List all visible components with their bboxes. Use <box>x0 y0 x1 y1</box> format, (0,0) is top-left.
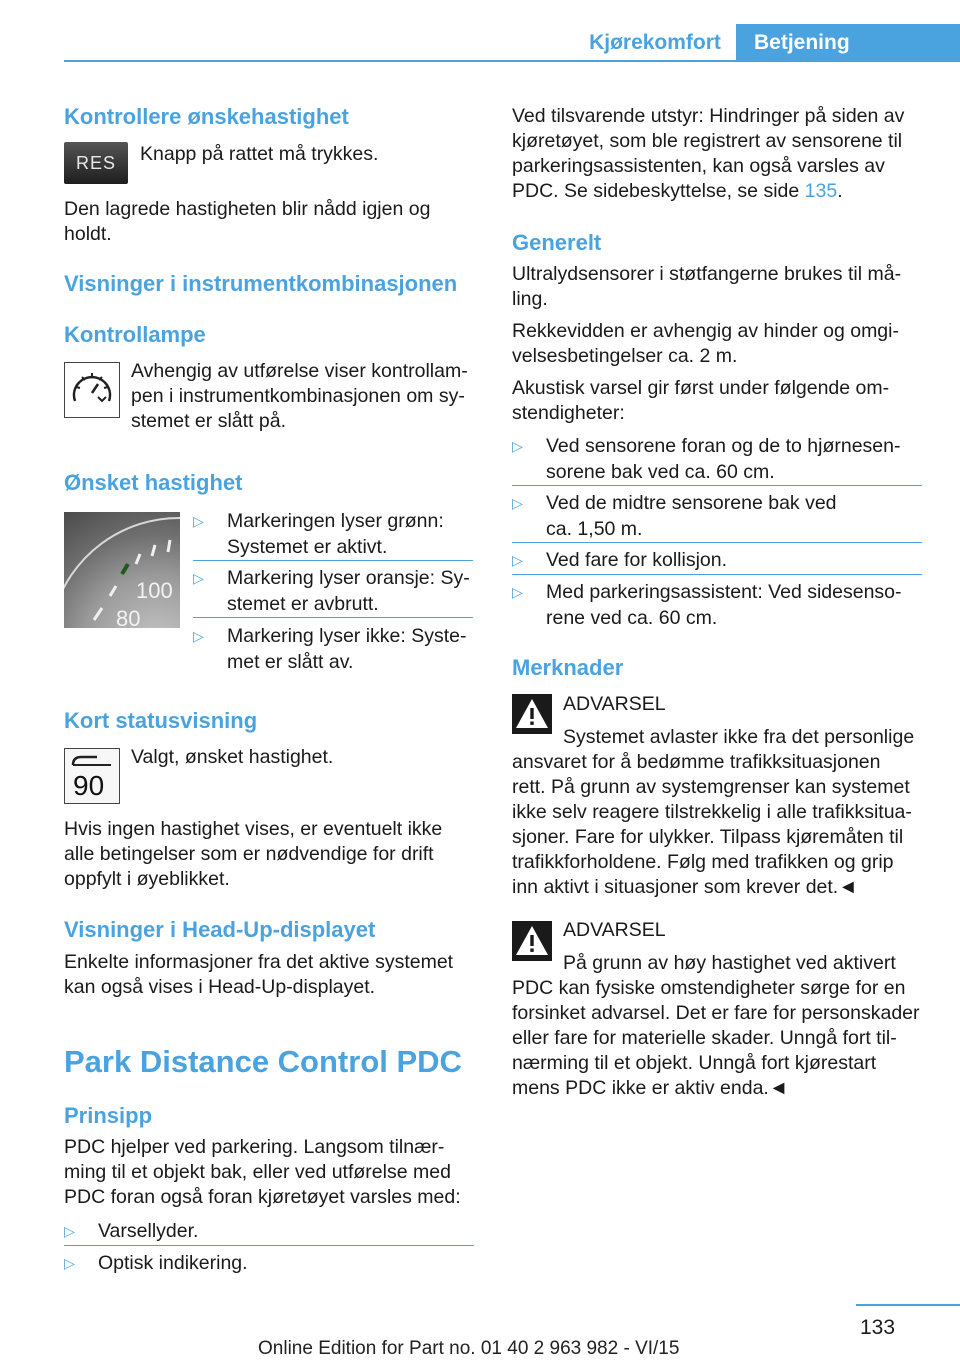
bullet-separator <box>512 574 922 575</box>
generelt-p1-line-1: Ultralydsensorer i støtfangerne brukes til må- <box>512 263 902 285</box>
warning-1-line-4: ikke selv reagere tilstrekkelig i alle trafikksitua- <box>512 801 912 823</box>
generelt-bullet-2 <box>512 491 922 543</box>
utstyr-line-4 <box>512 179 843 205</box>
kort-text: Valgt, ønsket hastighet. <box>131 746 334 768</box>
warning-2-line-1: På grunn av høy hastighet ved aktivert <box>563 952 896 974</box>
lagrede-line-2: holdt. <box>64 223 112 245</box>
header-chapter-tab: Betjening <box>736 24 960 62</box>
warning-1-line-7: inn aktivt i situasjoner som krever det.◄ <box>512 876 858 898</box>
prinsipp-line-1: PDC hjelper ved parkering. Langsom tilnær- <box>64 1136 445 1158</box>
heading-kontrollere: Kontrollere ønskehastighet <box>64 104 349 129</box>
generelt-bullet-3 <box>512 548 922 574</box>
hud-line-2: kan også vises i Head-Up-displayet. <box>64 976 376 998</box>
heading-kontrollampe: Kontrollampe <box>64 322 206 347</box>
generelt-p2-line-2: velsesbetingelser ca. 2 m. <box>512 345 738 367</box>
utstyr-line-2: kjøretøyet, som ble registrert av sensorene til <box>512 130 903 152</box>
warning-1-line-6: trafikkforholdene. Følg med trafikken og grip <box>512 851 894 873</box>
bullet-line: Ved fare for kollisjon. <box>546 549 728 571</box>
bullet-separator <box>193 617 473 618</box>
hvis-line-3: oppfylt i øyeblikket. <box>64 868 230 890</box>
bullet-line: Med parkeringsassistent: Ved sidesenso- <box>546 581 902 603</box>
page-link-135[interactable]: 135 <box>804 180 838 202</box>
hvis-line-1: Hvis ingen hastighet vises, er eventuelt ikke <box>64 818 443 840</box>
triangle-bullet-icon: ▷ <box>193 513 204 529</box>
gauge-label-100: 100 <box>136 578 173 603</box>
heading-hud: Visninger i Head-Up-displayet <box>64 917 376 942</box>
triangle-bullet-icon: ▷ <box>64 1255 75 1271</box>
warning-triangle-icon <box>512 921 552 961</box>
kontrollampe-line-3: stemet er slått på. <box>131 410 286 432</box>
triangle-bullet-icon: ▷ <box>512 584 523 600</box>
bullet-line: Varsellyder. <box>98 1220 199 1242</box>
bullet-line: Ved sensorene foran og de to hjørnesen- <box>546 435 901 457</box>
onsket-bullet-1 <box>193 509 473 561</box>
generelt-p1-line-2: ling. <box>512 288 548 310</box>
utstyr-text: PDC. Se sidebeskyttelse, se side <box>512 180 805 202</box>
warning-2-line-4: eller fare for materielle skader. Unngå fort til- <box>512 1027 897 1049</box>
triangle-bullet-icon: ▷ <box>512 438 523 454</box>
footer-rule <box>856 1304 960 1306</box>
bullet-separator <box>193 560 473 561</box>
bullet-line: Ved de midtre sensorene bak ved <box>546 492 837 514</box>
warning-2-line-5: nærming til et objekt. Unngå fort kjørestart <box>512 1052 877 1074</box>
prinsipp-line-3: PDC foran også foran kjøretøyet varsles med: <box>64 1186 461 1208</box>
heading-merknader: Merknader <box>512 655 624 680</box>
page-number: 133 <box>860 1316 896 1339</box>
prinsipp-bullet-2 <box>64 1251 474 1277</box>
onsket-bullet-3 <box>193 624 473 676</box>
triangle-bullet-icon: ▷ <box>512 495 523 511</box>
heading-pdc: Park Distance Control PDC <box>64 1044 462 1079</box>
set-speed-status-icon <box>64 748 120 804</box>
triangle-bullet-icon: ▷ <box>193 570 204 586</box>
kontrollampe-line-1: Avhengig av utførelse viser kontrollam- <box>131 360 468 382</box>
triangle-bullet-icon: ▷ <box>193 628 204 644</box>
warning-triangle-icon <box>512 694 552 734</box>
triangle-bullet-icon: ▷ <box>64 1223 75 1239</box>
heading-kort: Kort statusvisning <box>64 708 258 733</box>
bullet-line: sorene bak ved ca. 60 cm. <box>546 460 775 483</box>
gauge-label-80: 80 <box>116 606 141 628</box>
bullet-line: Markering lyser ikke: Syste- <box>227 625 467 647</box>
warning-2-line-6: mens PDC ikke er aktiv enda.◄ <box>512 1077 789 1099</box>
warning-2-line-3: forsinket advarsel. Det er fare for personskader <box>512 1002 920 1024</box>
bullet-line: met er slått av. <box>227 650 354 673</box>
warning-2-line-2: PDC kan fysiske omstendigheter sørge for en <box>512 977 906 999</box>
warning-1-line-5: sjoner. Fare for ulykker. Tilpass kjøremåten til <box>512 826 904 848</box>
bullet-line: ca. 1,50 m. <box>546 517 643 540</box>
heading-onsket: Ønsket hastighet <box>64 470 243 495</box>
kontrollampe-line-2: pen i instrumentkombinasjonen om sy- <box>131 385 465 407</box>
heading-prinsipp: Prinsipp <box>64 1103 153 1128</box>
warning-1-title: ADVARSEL <box>563 693 666 715</box>
bullet-line: Optisk indikering. <box>98 1252 248 1274</box>
heading-generelt: Generelt <box>512 230 602 255</box>
generelt-p3-line-2: stendigheter: <box>512 402 625 424</box>
prinsipp-bullet-1 <box>64 1219 474 1245</box>
onsket-bullet-2 <box>193 566 473 618</box>
utstyr-period: . <box>837 180 843 202</box>
bullet-line: Markering lyser oransje: Sy- <box>227 567 470 589</box>
bullet-separator <box>64 1245 474 1246</box>
lagrede-line-1: Den lagrede hastigheten blir nådd igjen og <box>64 198 431 220</box>
hud-line-1: Enkelte informasjoner fra det aktive systemet <box>64 951 454 973</box>
speedometer-gauge-image <box>64 512 180 628</box>
generelt-p3-line-1: Akustisk varsel gir først under følgende om- <box>512 377 890 399</box>
res-label: RES <box>75 153 116 173</box>
bullet-separator <box>512 485 922 486</box>
header-rule <box>64 60 960 62</box>
res-text: Knapp på rattet må trykkes. <box>140 143 379 165</box>
bullet-line: Systemet er aktivt. <box>227 535 388 558</box>
utstyr-line-1: Ved tilsvarende utstyr: Hindringer på siden av <box>512 105 905 127</box>
generelt-bullet-4 <box>512 580 922 632</box>
heading-visninger: Visninger i instrumentkombinasjonen <box>64 271 458 296</box>
warning-2-title: ADVARSEL <box>563 919 666 941</box>
hvis-line-2: alle betingelser som er nødvendige for drift <box>64 843 434 865</box>
warning-1-line-1: Systemet avlaster ikke fra det personlige <box>563 726 915 748</box>
warning-1-line-2: ansvaret for å bedømme trafikksituasjonen <box>512 751 881 773</box>
triangle-bullet-icon: ▷ <box>512 552 523 568</box>
bullet-line: rene ved ca. 60 cm. <box>546 606 718 629</box>
set-speed-value: 90 <box>73 770 105 801</box>
generelt-p2-line-1: Rekkevidden er avhengig av hinder og omgi- <box>512 320 899 342</box>
utstyr-line-3: parkeringsassistenten, kan også varsles av <box>512 155 885 177</box>
warning-1-line-3: rett. På grunn av systemgrenser kan systemet <box>512 776 910 798</box>
prinsipp-line-2: ming til et objekt bak, eller ved utførelse med <box>64 1161 451 1183</box>
res-button-icon <box>64 142 128 184</box>
edition-footer: Online Edition for Part no. 01 40 2 963 982 - VI/15 <box>258 1338 680 1359</box>
bullet-separator <box>512 542 922 543</box>
speedometer-indicator-icon <box>64 362 120 418</box>
bullet-line: Markeringen lyser grønn: <box>227 510 444 532</box>
header-section-tab: Kjørekomfort <box>589 31 721 54</box>
bullet-line: stemet er avbrutt. <box>227 592 379 615</box>
generelt-bullet-1 <box>512 434 922 486</box>
